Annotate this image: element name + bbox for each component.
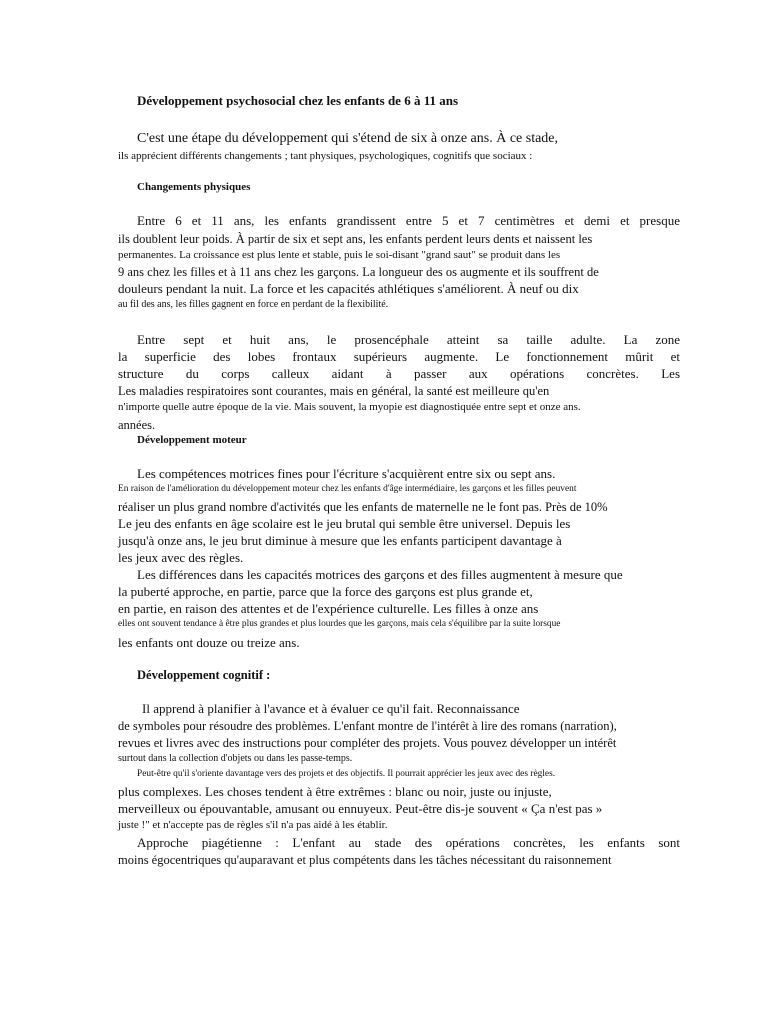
physical-para1-line: Entre 6 et 11 ans, les enfants grandissent entre 5 et 7 centimètres et demi et presque bbox=[137, 213, 680, 228]
cognitive-line: Approche piagétienne : L'enfant au stade des opérations concrètes, les enfants sont bbox=[137, 835, 680, 850]
intro-line: C'est une étape du développement qui s'étend de six à onze ans. À ce stade, bbox=[137, 131, 559, 146]
cognitive-line: plus complexes. Les choses tendent à être extrêmes : blanc ou noir, juste ou injuste, bbox=[118, 784, 552, 799]
cognitive-line: de symboles pour résoudre des problèmes. L'enfant montre de l'intérêt à lire des romans (narration), bbox=[118, 719, 617, 733]
physical-para1-line: douleurs pendant la nuit. La force et les capacités athlétiques s'améliorent. À neuf ou dix bbox=[118, 281, 579, 296]
physical-para2-line: années. bbox=[118, 418, 156, 432]
physical-para2-line: la superficie des lobes frontaux supérieurs augmente. Le fonctionnement mûrit et bbox=[118, 349, 680, 364]
cognitive-line: Peut-être qu'il s'oriente davantage vers des projets et des objectifs. Il pourrait apprécier les jeux avec des règles. bbox=[137, 769, 556, 779]
motor-line: Les compétences motrices fines pour l'écriture s'acquièrent entre six ou sept ans. bbox=[137, 466, 556, 481]
cognitive-line: surtout dans la collection d'objets ou dans les passe-temps. bbox=[118, 753, 353, 764]
physical-para2-line: Entre sept et huit ans, le prosencéphale atteint sa taille adulte. La zone bbox=[137, 332, 680, 347]
motor-line: les enfants ont douze ou treize ans. bbox=[118, 635, 300, 650]
motor-line: Les différences dans les capacités motrices des garçons et des filles augmentent à mesure que bbox=[137, 567, 623, 582]
motor-line: les jeux avec des règles. bbox=[118, 550, 244, 565]
document-title: Développement psychosocial chez les enfants de 6 à 11 ans bbox=[137, 93, 459, 108]
physical-para1-line: 9 ans chez les filles et à 11 ans chez les garçons. La longueur des os augmente et ils souffrent de bbox=[118, 265, 599, 279]
motor-line: En raison de l'amélioration du développement moteur chez les enfants d'âge intermédiaire, les garçons et les filles peuvent bbox=[118, 484, 577, 494]
cognitive-heading: Développement cognitif : bbox=[137, 668, 271, 682]
cognitive-line: revues et livres avec des instructions pour compléter des projets. Vous pouvez développer un intérêt bbox=[118, 736, 617, 750]
physical-para1-line: ils doublent leur poids. À partir de six et sept ans, les enfants perdent leurs dents et naissent les bbox=[118, 232, 593, 246]
physical-para2-line: Les maladies respiratoires sont courantes, mais en général, la santé est meilleure qu'en bbox=[118, 384, 550, 398]
cognitive-line: Il apprend à planifier à l'avance et à évaluer ce qu'il fait. Reconnaissance bbox=[142, 701, 520, 716]
physical-para2-line: n'importe quelle autre époque de la vie. Mais souvent, la myopie est diagnostiquée entre sept et onze ans. bbox=[118, 401, 581, 413]
motor-line: la puberté approche, en partie, parce que la force des garçons est plus grande et, bbox=[118, 584, 533, 599]
physical-para1-line: permanentes. La croissance est plus lente et stable, puis le soi-disant "grand saut" se produit dans les bbox=[118, 249, 561, 261]
physical-para1-line: au fil des ans, les filles gagnent en force en perdant de la flexibilité. bbox=[118, 299, 389, 310]
physical-para2-line: structure du corps calleux aidant à passer aux opérations concrètes. Les bbox=[118, 366, 680, 381]
physical-heading: Changements physiques bbox=[137, 181, 251, 193]
motor-line: Le jeu des enfants en âge scolaire est le jeu brutal qui semble être universel. Depuis les bbox=[118, 516, 571, 531]
intro-line: ils apprécient différents changements ; tant physiques, psychologiques, cognitifs que sociaux : bbox=[118, 150, 533, 162]
cognitive-line: merveilleux ou épouvantable, amusant ou ennuyeux. Peut-être dis-je souvent « Ça n'est pas » bbox=[118, 801, 603, 816]
motor-line: jusqu'à onze ans, le jeu brut diminue à mesure que les enfants participent davantage à bbox=[118, 533, 562, 548]
motor-line: en partie, en raison des attentes et de l'expérience culturelle. Les filles à onze ans bbox=[118, 601, 539, 616]
motor-line: réaliser un plus grand nombre d'activités que les enfants de maternelle ne le font pas. Près de 10% bbox=[118, 500, 608, 514]
motor-heading: Développement moteur bbox=[137, 434, 247, 446]
motor-line: elles ont souvent tendance à être plus grandes et plus lourdes que les garçons, mais cela s'équilibre par la suite lorsque bbox=[118, 619, 561, 629]
cognitive-line: juste !" et n'accepte pas de règles s'il n'a pas aidé à les établir. bbox=[118, 819, 388, 831]
cognitive-line: moins égocentriques qu'auparavant et plus compétents dans les tâches nécessitant du raisonnement bbox=[118, 853, 612, 867]
